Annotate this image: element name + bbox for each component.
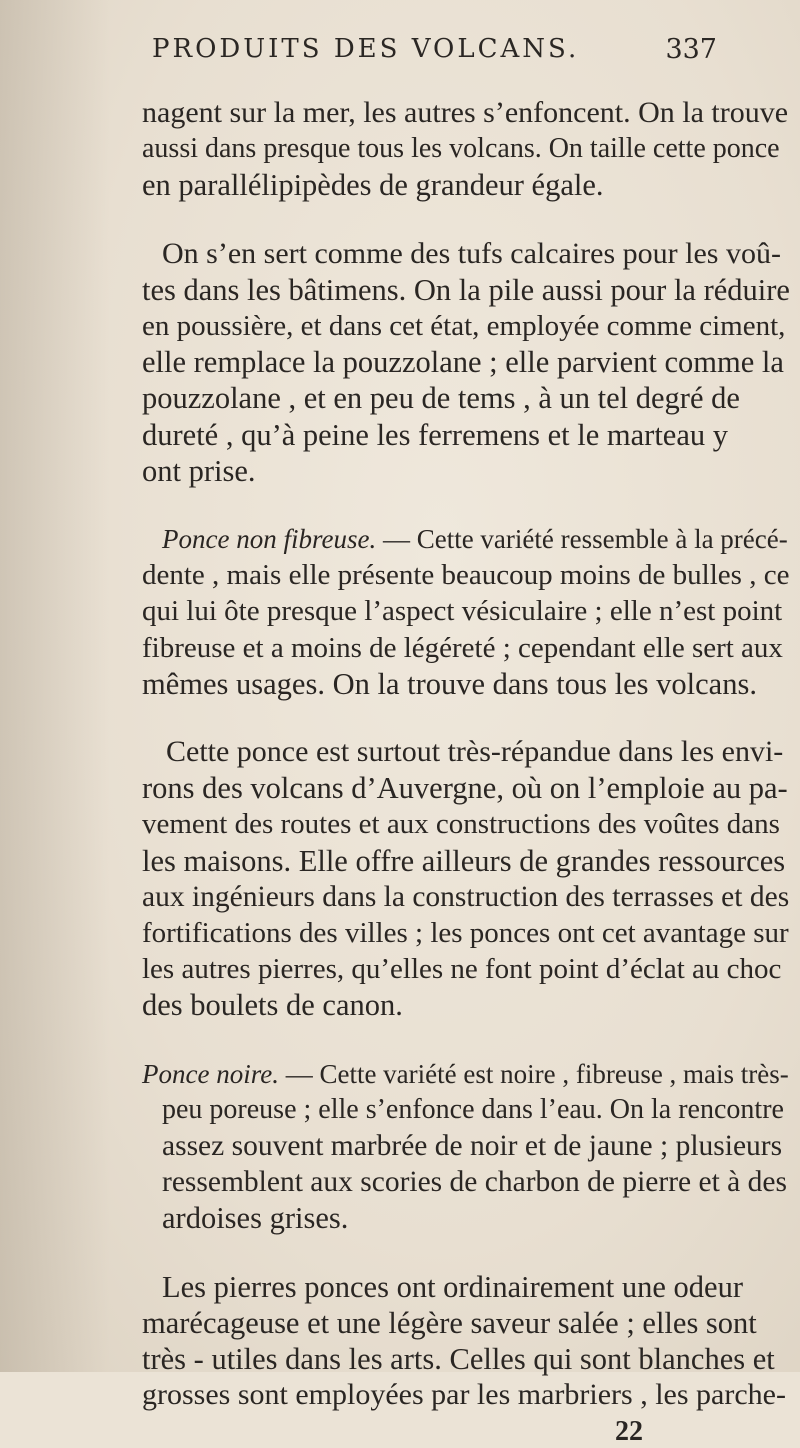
text-line: mêmes usages. On la trouve dans tous les volcans. <box>142 667 757 701</box>
text-line: fortifications des villes ; les ponces ont cet avantage sur <box>142 917 789 949</box>
signature-mark: 22 <box>615 1416 643 1447</box>
text-line: ardoises grises. <box>162 1201 349 1235</box>
section-heading: Ponce noire. <box>142 1059 279 1089</box>
text-line: Les pierres ponces ont ordinairement une odeur <box>162 1270 743 1304</box>
text-line: aussi dans presque tous les volcans. On taille cette ponce <box>142 133 780 164</box>
section-text: — Cette variété est noire , fibreuse , mais très- <box>278 1059 789 1089</box>
text-line: en parallélipipèdes de grandeur égale. <box>142 168 604 202</box>
text-line: vement des routes et aux constructions des voûtes dans <box>142 808 780 840</box>
text-line: en poussière, et dans cet état, employée comme ciment, <box>142 310 786 342</box>
text-line <box>142 1057 789 1091</box>
text-line: les autres pierres, qu’elles ne font point d’éclat au choc <box>142 953 782 985</box>
text-line: Cette ponce est surtout très-répandue dans les envi- <box>166 735 784 768</box>
text-line: On s’en sert comme des tufs calcaires pour les voû- <box>162 237 781 270</box>
text-line <box>162 522 788 556</box>
text-line: très - utiles dans les arts. Celles qui sont blanches et <box>142 1342 775 1376</box>
text-line: marécageuse et une légère saveur salée ; elles sont <box>142 1306 757 1340</box>
body-text <box>60 0 800 1447</box>
text-line: ressemblent aux scories de charbon de pierre et à des <box>162 1166 787 1198</box>
text-line: les maisons. Elle offre ailleurs de grandes ressources <box>142 844 786 878</box>
text-line: fibreuse et a moins de légéreté ; cependant elle sert aux <box>142 632 783 664</box>
running-title: PRODUITS DES VOLCANS. <box>152 34 580 64</box>
text-line: tes dans les bâtimens. On la pile aussi pour la réduire <box>142 273 790 307</box>
text-line: dureté , qu’à peine les ferremens et le marteau y <box>142 418 728 452</box>
text-line: aux ingénieurs dans la construction des terrasses et des <box>142 881 790 913</box>
text-line: ont prise. <box>142 454 256 488</box>
text-line: rons des volcans d’Auvergne, où on l’emploie au pa- <box>142 771 788 805</box>
text-line: elle remplace la pouzzolane ; elle parvient comme la <box>142 345 784 379</box>
text-line: qui lui ôte presque l’aspect vésiculaire ; elle n’est point <box>142 595 783 627</box>
section-heading: Ponce non fibreuse. <box>162 524 377 554</box>
text-line: peu poreuse ; elle s’enfonce dans l’eau. On la rencontre <box>162 1094 784 1125</box>
section-text: — Cette variété ressemble à la précé- <box>376 524 788 554</box>
page-number: 337 <box>665 34 717 65</box>
text-line: dente , mais elle présente beaucoup moins de bulles , ce <box>142 559 790 591</box>
text-line: pouzzolane , et en peu de tems , à un tel degré de <box>142 381 740 415</box>
text-line: nagent sur la mer, les autres s’enfoncent. On la trouve <box>142 96 789 129</box>
text-line: grosses sont employées par les marbriers , les parche- <box>142 1378 786 1411</box>
text-line: des boulets de canon. <box>142 988 403 1022</box>
text-line: assez souvent marbrée de noir et de jaune ; plusieurs <box>162 1130 783 1162</box>
